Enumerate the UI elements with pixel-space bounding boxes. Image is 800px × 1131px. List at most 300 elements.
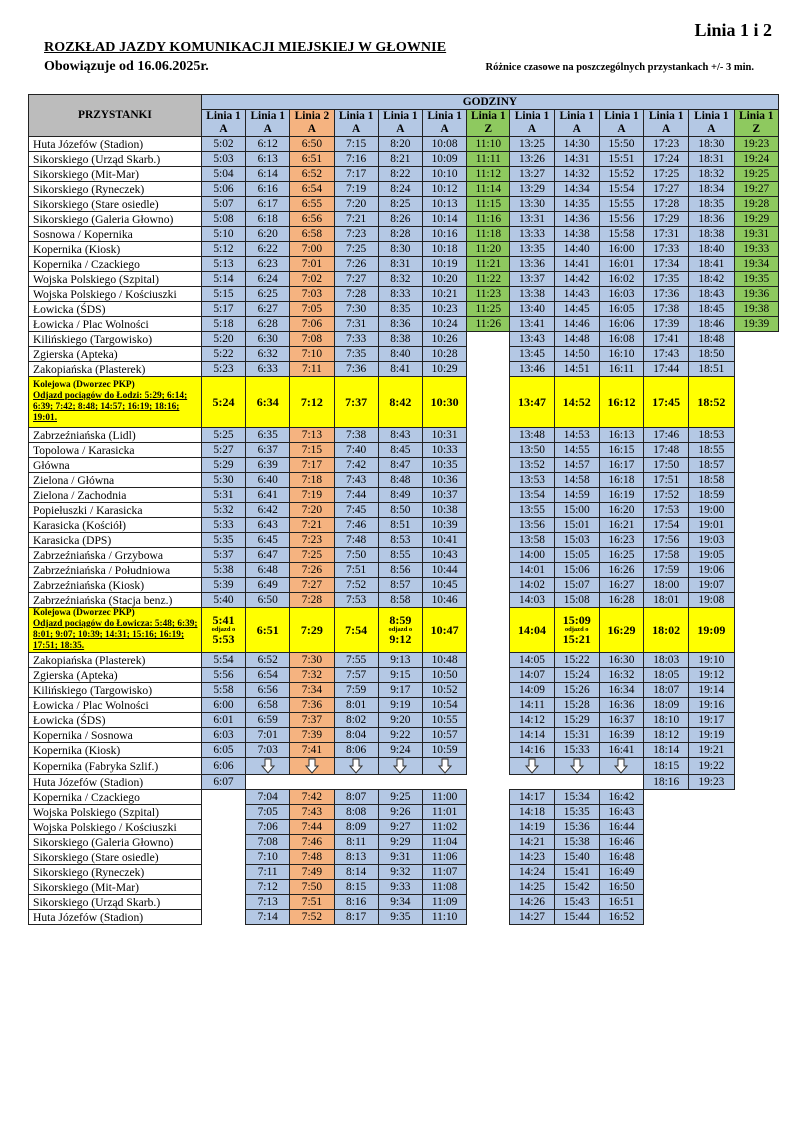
stop-name: Zabrzeźniańska (Lidl) (29, 428, 202, 443)
departure-time: 19:09 (689, 608, 734, 653)
departure-time: 10:52 (422, 683, 466, 698)
departure-time: 13:36 (510, 257, 554, 272)
departure-time: 19:34 (734, 257, 779, 272)
departure-time: 16:13 (599, 428, 643, 443)
departure-time (689, 805, 734, 820)
table-row (29, 880, 779, 895)
departure-time: 7:14 (246, 910, 290, 925)
arrival-time: 8:59 (389, 613, 412, 627)
line-variant: A (707, 123, 716, 135)
departure-time (734, 880, 779, 895)
departure-time: 18:59 (689, 488, 734, 503)
departure-time: 14:48 (554, 332, 599, 347)
departure-time: 10:36 (422, 473, 466, 488)
stop-name: Łowicka (ŚDS) (29, 713, 202, 728)
line-name: Linia 1 (648, 110, 684, 122)
departure-time: 7:00 (290, 242, 334, 257)
departure-time: 13:26 (510, 152, 554, 167)
stop-name: Sikorskiego (Ryneczek) (29, 182, 202, 197)
departure-time: 14:43 (554, 287, 599, 302)
departure-time: 5:30 (201, 473, 245, 488)
table-row (29, 443, 779, 458)
line-column-header (246, 110, 290, 137)
departure-time: 13:56 (510, 518, 554, 533)
departure-time: 15:33 (554, 743, 599, 758)
departure-time: 8:49 (378, 488, 422, 503)
departure-time: 19:14 (689, 683, 734, 698)
departure-time: 5:56 (201, 668, 245, 683)
table-row (29, 518, 779, 533)
departure-time: 16:11 (599, 362, 643, 377)
table-row (29, 850, 779, 865)
line-variant: A (219, 123, 228, 135)
departure-time: 19:33 (734, 242, 779, 257)
departure-time (467, 488, 510, 503)
line-name: Linia 1 (206, 110, 241, 122)
stop-name: Zielona / Zachodnia (29, 488, 202, 503)
departure-time (467, 578, 510, 593)
departure-time: 14:31 (554, 152, 599, 167)
departure-time: 16:46 (599, 835, 643, 850)
departure-time: 17:43 (644, 347, 689, 362)
line-column-header (378, 110, 422, 137)
departure-time (467, 347, 510, 362)
stop-name: Łowicka / Plac Wolności (29, 317, 202, 332)
departure-time: 6:16 (246, 182, 290, 197)
departure-time: 19:31 (734, 227, 779, 242)
departure-time: 16:41 (599, 743, 643, 758)
departure-time: 7:50 (290, 880, 334, 895)
departure-time: 14:02 (510, 578, 554, 593)
departure-time: 5:25 (201, 428, 245, 443)
table-row (29, 428, 779, 443)
departure-time: 16:17 (599, 458, 643, 473)
table-row (29, 167, 779, 182)
train-departures-note: Odjazd pociągów do Łodzi: 5:29; 6:14; 6:39; 7:42; 8:48; 14:57; 16:19; 18:16; 19:01. (33, 391, 188, 423)
departure-time: 8:13 (334, 850, 378, 865)
line-column-header (510, 110, 554, 137)
departure-time: 15:44 (554, 910, 599, 925)
departure-time: 9:27 (378, 820, 422, 835)
table-row (29, 272, 779, 287)
stop-name: Kopernika (Fabryka Szlif.) (29, 758, 202, 775)
departure-time: 7:12 (246, 880, 290, 895)
departure-time: 6:52 (290, 167, 334, 182)
departure-time: 17:48 (644, 443, 689, 458)
departure-time: 10:46 (422, 593, 466, 608)
departure-time: 10:59 (422, 743, 466, 758)
departure-time (467, 790, 510, 805)
departure-time: 10:21 (422, 287, 466, 302)
departure-time: 13:53 (510, 473, 554, 488)
stop-name: Kilińskiego (Targowisko) (29, 683, 202, 698)
line-variant: A (352, 123, 361, 135)
departure-time: 9:25 (378, 790, 422, 805)
line-variant: A (662, 123, 671, 135)
stop-name: Topolowa / Karasicka (29, 443, 202, 458)
departure-time: 10:19 (422, 257, 466, 272)
line-variant: Z (752, 123, 761, 135)
departure-time (467, 608, 510, 653)
departure-time: 7:39 (290, 728, 334, 743)
table-row (29, 698, 779, 713)
table-row (29, 332, 779, 347)
stop-name: Zakopiańska (Plasterek) (29, 653, 202, 668)
line-name: Linia 1 (338, 110, 374, 122)
departure-time: 7:11 (246, 865, 290, 880)
departure-time: 8:45 (378, 443, 422, 458)
departure-time: 6:34 (246, 377, 290, 428)
line-column-header (689, 110, 734, 137)
table-row (29, 775, 779, 790)
table-row (29, 212, 779, 227)
line-column-header (599, 110, 643, 137)
delayed-departure-time: 15:21 (562, 632, 591, 646)
departure-time: 6:56 (290, 212, 334, 227)
line-variant: Z (484, 123, 493, 135)
departure-time (689, 820, 734, 835)
departure-time: 10:29 (422, 362, 466, 377)
departure-time: 5:22 (201, 347, 245, 362)
departure-time: 18:30 (689, 137, 734, 152)
departure-time: 14:32 (554, 167, 599, 182)
departure-time: 8:53 (378, 533, 422, 548)
departure-time: 13:50 (510, 443, 554, 458)
departure-time: 6:30 (246, 332, 290, 347)
table-row (29, 578, 779, 593)
departure-time: 18:55 (689, 443, 734, 458)
table-row (29, 895, 779, 910)
departure-time (201, 790, 245, 805)
timetable-title: ROZKŁAD JAZDY KOMUNIKACJI MIEJSKIEJ W GŁOWNIE (44, 40, 447, 55)
departure-time: 5:38 (201, 563, 245, 578)
stop-name: Huta Józefów (Stadion) (29, 775, 202, 790)
departure-time: 19:36 (734, 287, 779, 302)
departure-time: 6:41 (246, 488, 290, 503)
departure-time: 9:24 (378, 743, 422, 758)
table-row (29, 653, 779, 668)
stop-name: Huta Józefów (Stadion) (29, 910, 202, 925)
departure-time: 14:36 (554, 212, 599, 227)
departure-time: 7:04 (246, 790, 290, 805)
departure-time (689, 910, 734, 925)
departure-time: 15:41 (554, 865, 599, 880)
departure-time: 5:32 (201, 503, 245, 518)
departure-time: 18:41 (689, 257, 734, 272)
departure-time: 10:55 (422, 713, 466, 728)
departure-time: 7:36 (334, 362, 378, 377)
line-column-header (290, 110, 334, 137)
station-name: Kolejowa (Dworzec PKP) (33, 380, 135, 390)
stop-name: Zabrzeźniańska (Stacja benz.) (29, 593, 202, 608)
departure-time: 7:52 (334, 578, 378, 593)
departure-time: 18:46 (689, 317, 734, 332)
departure-time: 10:43 (422, 548, 466, 563)
departure-time: 18:16 (644, 775, 689, 790)
stop-name: Kopernika (Kiosk) (29, 743, 202, 758)
departure-time: 6:47 (246, 548, 290, 563)
line-column-header (201, 110, 245, 137)
departure-time: 8:04 (334, 728, 378, 743)
departure-time: 19:35 (734, 272, 779, 287)
departure-time: 10:37 (422, 488, 466, 503)
departure-time: 8:08 (334, 805, 378, 820)
departure-time: 13:27 (510, 167, 554, 182)
departure-time: 10:35 (422, 458, 466, 473)
departure-time: 8:11 (334, 835, 378, 850)
departure-time (734, 332, 779, 347)
departure-time: 17:39 (644, 317, 689, 332)
departure-time: 5:27 (201, 443, 245, 458)
departure-time: 8:20 (378, 137, 422, 152)
line-name: Linia 1 (694, 110, 729, 122)
departure-time: 17:34 (644, 257, 689, 272)
line-name: Linia 1 (604, 110, 639, 122)
continues-arrow-icon (290, 758, 334, 775)
departure-time: 7:43 (290, 805, 334, 820)
departure-time: 15:22 (554, 653, 599, 668)
departure-time: 16:02 (599, 272, 643, 287)
departure-time: 9:22 (378, 728, 422, 743)
line-name: Linia 1 (559, 110, 594, 122)
departure-time: 7:15 (290, 443, 334, 458)
departure-time: 15:51 (599, 152, 643, 167)
departure-time: 7:03 (246, 743, 290, 758)
departure-time (467, 593, 510, 608)
departure-note: odjazd o (211, 626, 236, 633)
departure-time: 15:06 (554, 563, 599, 578)
departure-time (467, 850, 510, 865)
departure-time: 17:23 (644, 137, 689, 152)
departure-time: 14:23 (510, 850, 554, 865)
departure-time: 11:09 (422, 895, 466, 910)
departure-time: 6:54 (246, 668, 290, 683)
departure-time: 17:46 (644, 428, 689, 443)
departure-time: 9:26 (378, 805, 422, 820)
table-row (29, 302, 779, 317)
departure-time: 19:03 (689, 533, 734, 548)
departure-time: 10:12 (422, 182, 466, 197)
departure-time: 7:19 (334, 182, 378, 197)
line-name: Linia 1 (427, 110, 462, 122)
departure-time: 19:16 (689, 698, 734, 713)
line-column-header (734, 110, 779, 137)
departure-time: 7:05 (290, 302, 334, 317)
departure-time: 6:18 (246, 212, 290, 227)
departure-time: 14:53 (554, 428, 599, 443)
departure-time: 6:22 (246, 242, 290, 257)
departure-time: 8:33 (378, 287, 422, 302)
table-row (29, 563, 779, 578)
departure-time: 13:54 (510, 488, 554, 503)
departure-time: 15:07 (554, 578, 599, 593)
departure-time (467, 362, 510, 377)
departure-time: 11:04 (422, 835, 466, 850)
stop-name (29, 377, 202, 428)
departure-time: 7:37 (334, 377, 378, 428)
departure-time: 10:09 (422, 152, 466, 167)
departure-time (378, 775, 422, 790)
departure-time: 11:25 (467, 302, 510, 317)
departure-time: 7:33 (334, 332, 378, 347)
departure-time: 8:57 (378, 578, 422, 593)
departure-time: 15:08 (554, 593, 599, 608)
departure-time: 9:35 (378, 910, 422, 925)
departure-time: 19:25 (734, 167, 779, 182)
table-row (29, 713, 779, 728)
table-row (29, 242, 779, 257)
departure-time: 7:28 (290, 593, 334, 608)
line-variant: A (263, 123, 272, 135)
departure-time: 15:05 (554, 548, 599, 563)
departure-time: 16:50 (599, 880, 643, 895)
departure-time: 7:31 (334, 317, 378, 332)
departure-time: 6:58 (290, 227, 334, 242)
departure-time: 18:32 (689, 167, 734, 182)
departure-time: 13:45 (510, 347, 554, 362)
departure-time: 16:32 (599, 668, 643, 683)
departure-time: 16:18 (599, 473, 643, 488)
departure-time (644, 835, 689, 850)
departure-time (599, 775, 643, 790)
departure-time: 15:28 (554, 698, 599, 713)
stop-name: Karasicka (Kościół) (29, 518, 202, 533)
departure-time: 13:52 (510, 458, 554, 473)
stop-name: Zabrzeźniańska (Kiosk) (29, 578, 202, 593)
departure-time: 5:58 (201, 683, 245, 698)
arrival-time: 15:09 (562, 613, 591, 627)
departure-time (467, 443, 510, 458)
departure-time: 14:41 (554, 257, 599, 272)
departure-time: 5:24 (201, 377, 245, 428)
departure-note: odjazd o (564, 626, 589, 633)
departure-time: 7:13 (246, 895, 290, 910)
departure-time: 9:13 (378, 653, 422, 668)
line-label: Linia 1 i 2 (694, 20, 772, 40)
stop-name: Zakopiańska (Plasterek) (29, 362, 202, 377)
departure-time (554, 608, 599, 653)
departure-time: 7:29 (290, 608, 334, 653)
departure-time: 15:56 (599, 212, 643, 227)
departure-time: 7:44 (290, 820, 334, 835)
departure-time: 14:40 (554, 242, 599, 257)
line-name: Linia 1 (383, 110, 418, 122)
departure-time (467, 563, 510, 578)
table-row (29, 317, 779, 332)
stop-name: Wojska Polskiego / Kościuszki (29, 820, 202, 835)
line-name: Linia 2 (294, 110, 330, 122)
departure-time (467, 775, 510, 790)
departure-time: 14:55 (554, 443, 599, 458)
departure-time: 7:16 (334, 152, 378, 167)
departure-time: 5:37 (201, 548, 245, 563)
departure-time: 7:26 (334, 257, 378, 272)
departure-time: 16:05 (599, 302, 643, 317)
departure-time: 7:25 (334, 242, 378, 257)
table-row (29, 790, 779, 805)
departure-time: 10:28 (422, 347, 466, 362)
departure-time (734, 563, 779, 578)
table-row (29, 820, 779, 835)
stop-name: Zgierska (Apteka) (29, 668, 202, 683)
departure-time: 7:51 (334, 563, 378, 578)
departure-time: 7:59 (334, 683, 378, 698)
departure-time: 18:12 (644, 728, 689, 743)
departure-time (467, 698, 510, 713)
departure-time: 16:29 (599, 608, 643, 653)
departure-time: 6:45 (246, 533, 290, 548)
departure-time (734, 653, 779, 668)
departure-time: 17:38 (644, 302, 689, 317)
departure-time: 7:50 (334, 548, 378, 563)
departure-time: 19:05 (689, 548, 734, 563)
departure-time (378, 608, 422, 653)
departure-time: 11:12 (467, 167, 510, 182)
departure-time: 6:56 (246, 683, 290, 698)
departure-time (467, 865, 510, 880)
departure-time: 11:11 (467, 152, 510, 167)
departure-time: 5:03 (201, 152, 245, 167)
departure-time (734, 593, 779, 608)
departure-time: 5:39 (201, 578, 245, 593)
departure-time: 5:04 (201, 167, 245, 182)
departure-time: 6:50 (246, 593, 290, 608)
departure-time: 8:32 (378, 272, 422, 287)
stop-name: Kopernika / Czackiego (29, 790, 202, 805)
departure-time (734, 790, 779, 805)
departure-time: 19:07 (689, 578, 734, 593)
departure-time (467, 895, 510, 910)
departure-time: 7:48 (290, 850, 334, 865)
departure-time: 5:18 (201, 317, 245, 332)
line-variant: A (396, 123, 405, 135)
line-column-header (334, 110, 378, 137)
departure-time: 15:29 (554, 713, 599, 728)
line-column-header (644, 110, 689, 137)
departure-time: 17:56 (644, 533, 689, 548)
departure-time (734, 362, 779, 377)
departure-time: 7:08 (246, 835, 290, 850)
departure-time: 7:18 (290, 473, 334, 488)
departure-time (689, 865, 734, 880)
stop-name: Sikorskiego (Stare osiedle) (29, 850, 202, 865)
departure-time: 6:13 (246, 152, 290, 167)
departure-time (334, 775, 378, 790)
departure-time: 6:00 (201, 698, 245, 713)
departure-time: 7:23 (290, 533, 334, 548)
departure-time: 8:58 (378, 593, 422, 608)
stop-name: Zielona / Główna (29, 473, 202, 488)
departure-time: 7:55 (334, 653, 378, 668)
departure-time (734, 805, 779, 820)
departure-time: 14:03 (510, 593, 554, 608)
table-row (29, 910, 779, 925)
departure-time: 6:03 (201, 728, 245, 743)
departure-time: 14:38 (554, 227, 599, 242)
departure-time (201, 910, 245, 925)
departure-time: 10:54 (422, 698, 466, 713)
departure-time: 7:27 (290, 578, 334, 593)
table-row (29, 152, 779, 167)
departure-time: 16:52 (599, 910, 643, 925)
table-row (29, 347, 779, 362)
departure-time (467, 518, 510, 533)
departure-time (734, 428, 779, 443)
departure-time: 16:51 (599, 895, 643, 910)
departure-time (467, 805, 510, 820)
departure-time (467, 668, 510, 683)
departure-time: 10:18 (422, 242, 466, 257)
